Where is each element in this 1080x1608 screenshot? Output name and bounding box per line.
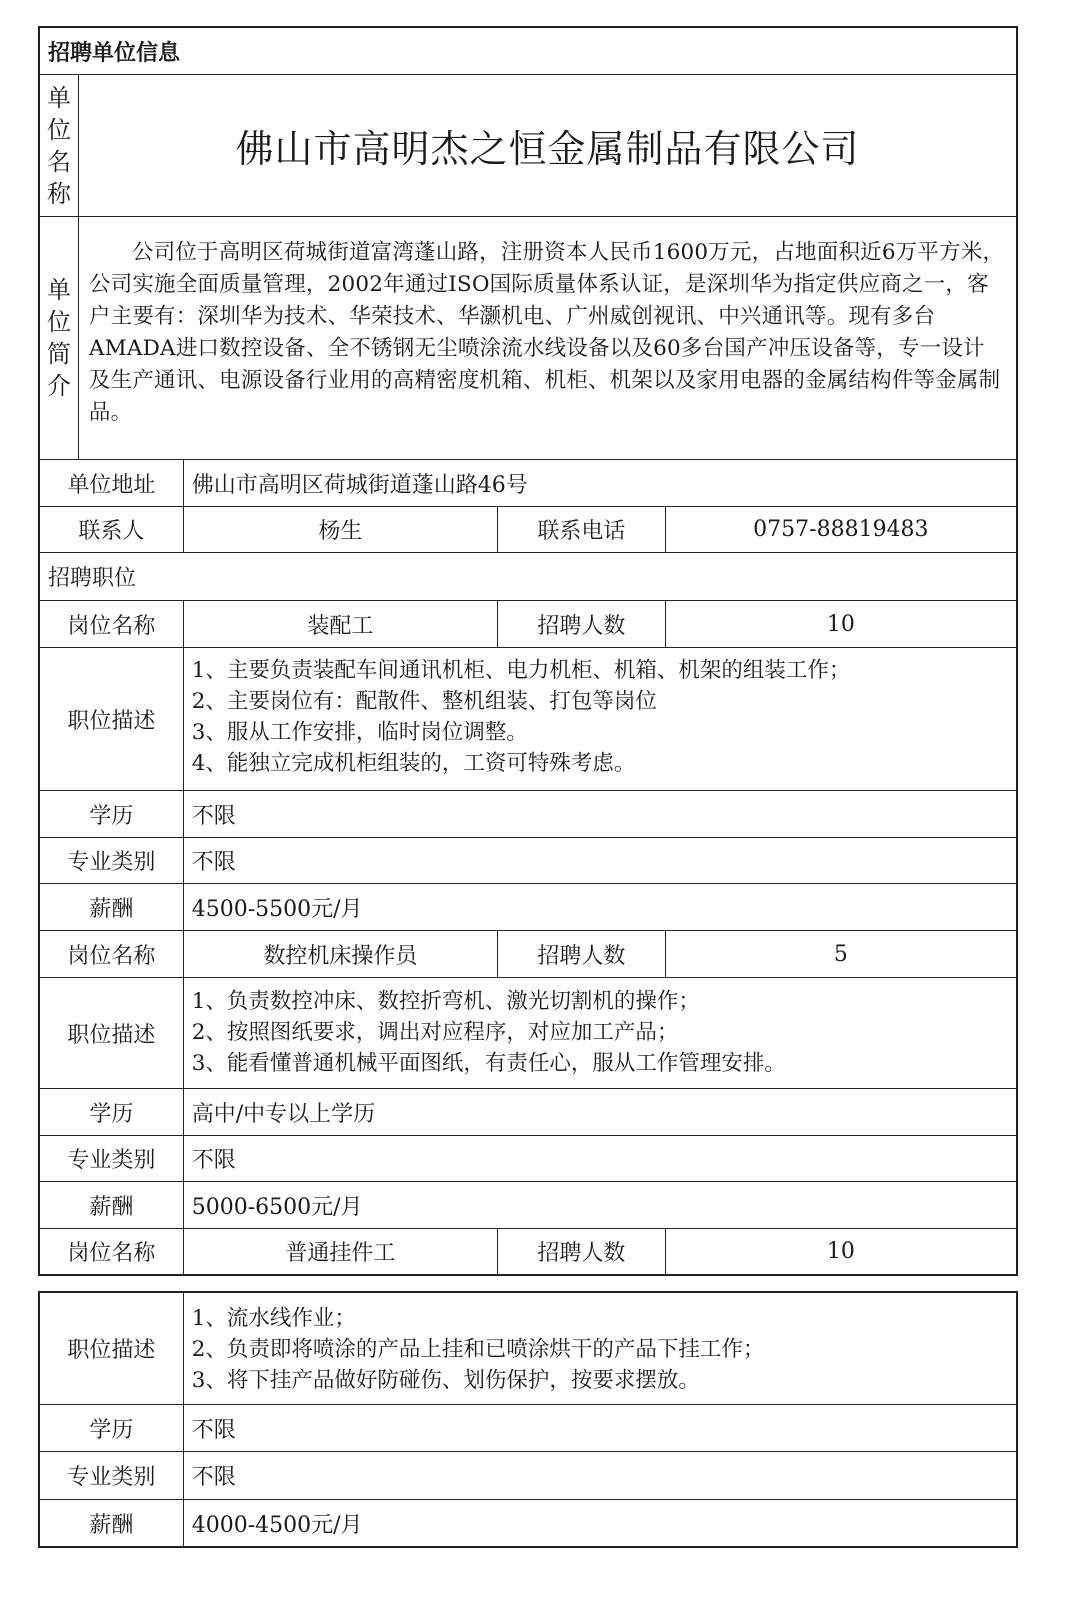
description-label: 职位描述	[67, 708, 156, 734]
salary-row	[40, 1499, 1016, 1546]
position-name-label: 岗位名称	[67, 1241, 156, 1266]
education-label: 学历	[89, 803, 134, 829]
address-label: 单位地址	[67, 472, 156, 498]
description-line: 2、按照图纸要求，调出对应程序，对应加工产品；	[191, 1020, 679, 1045]
education-row	[40, 1088, 1016, 1135]
position-name-value: 数控机床操作员	[183, 931, 497, 977]
label-char: 位	[46, 308, 71, 336]
headcount-value: 5	[665, 931, 1016, 977]
headcount-label: 招聘人数	[497, 601, 665, 647]
description-list	[183, 1293, 1016, 1404]
education-label: 学历	[89, 1417, 134, 1443]
section-title: 招聘单位信息	[48, 39, 181, 66]
salary-value: 4000-4500元/月	[183, 1500, 1016, 1546]
contact-row	[40, 506, 1016, 552]
company-name-label	[40, 75, 78, 216]
major-value: 不限	[183, 838, 1016, 883]
company-intro	[78, 217, 1016, 459]
address-value: 佛山市高明区荷城街道蓬山路46号	[183, 460, 1016, 506]
salary-row	[40, 883, 1016, 930]
salary-value: 4500-5500元/月	[183, 884, 1016, 930]
address-row	[40, 459, 1016, 506]
position-name-row	[40, 1228, 1016, 1274]
position-name-row	[40, 930, 1016, 977]
education-value: 不限	[183, 791, 1016, 837]
label-char: 称	[46, 179, 71, 208]
label-char: 名	[46, 147, 71, 176]
major-row	[40, 1451, 1016, 1499]
description-line: 1、流水线作业；	[191, 1306, 356, 1331]
recruitment-table-main	[38, 26, 1018, 1276]
label-char: 介	[46, 372, 71, 400]
recruitment-table-continued	[38, 1291, 1018, 1548]
education-value: 高中/中专以上学历	[183, 1089, 1016, 1135]
description-line: 1、主要负责装配车间通讯机柜、电力机柜、机箱、机架的组装工作；	[191, 658, 851, 683]
headcount-label: 招聘人数	[497, 931, 665, 977]
label-char: 单	[46, 83, 71, 112]
education-row	[40, 790, 1016, 837]
education-label: 学历	[89, 1101, 134, 1127]
description-label: 职位描述	[67, 1338, 156, 1363]
description-list	[183, 978, 1016, 1088]
section-header-row	[40, 28, 1016, 74]
company-name: 佛山市高明杰之恒金属制品有限公司	[78, 75, 1016, 216]
description-line: 2、主要岗位有：配散件、整机组装、打包等岗位	[191, 689, 657, 714]
label-char: 简	[46, 340, 71, 368]
positions-title: 招聘职位	[48, 566, 137, 591]
position-description-row	[40, 977, 1016, 1088]
position-name-label: 岗位名称	[67, 943, 156, 969]
company-intro-text: 公司位于高明区荷城街道富湾蓬山路，注册资本人民币1600万元，占地面积近6万平方米，公司实施全面质量管理，2002年通过ISO国际质量体系认证，是深圳华为指定供应商之一，客户主要有：深圳华为技术、华荣技术、华灏机电、广州威创视讯、中兴通讯等。现有多台AMADA进口数控设备、全不锈钢无尘喷涂流水线设备以及60多台国产冲压设备等，专一设计及生产通讯、电源设备行业用的高精密度机箱、机柜、机架以及家用电器的金属结构件等金属制品。	[88, 240, 1005, 425]
company-name-row	[40, 74, 1016, 216]
major-label: 专业类别	[67, 850, 156, 875]
description-line: 2、负责即将喷涂的产品上挂和已喷涂烘干的产品下挂工作；	[191, 1337, 765, 1362]
headcount-label: 招聘人数	[497, 1229, 665, 1274]
salary-label: 薪酬	[89, 1194, 134, 1220]
phone-value: 0757-88819483	[665, 507, 1016, 552]
major-value: 不限	[183, 1136, 1016, 1181]
major-row	[40, 1135, 1016, 1181]
description-line: 3、能看懂普通机械平面图纸，有责任心，服从工作管理安排。	[191, 1051, 786, 1076]
education-row	[40, 1404, 1016, 1451]
description-line: 3、服从工作安排，临时岗位调整。	[191, 720, 528, 745]
company-intro-row	[40, 216, 1016, 459]
major-row	[40, 837, 1016, 883]
position-description-row	[40, 647, 1016, 790]
major-label: 专业类别	[67, 1148, 156, 1173]
company-intro-label	[40, 217, 78, 459]
description-line: 1、负责数控冲床、数控折弯机、激光切割机的操作；	[191, 989, 700, 1014]
contact-label: 联系人	[78, 519, 145, 544]
major-label: 专业类别	[67, 1465, 156, 1490]
description-line: 4、能独立完成机柜组装的，工资可特殊考虑。	[191, 751, 636, 776]
education-value: 不限	[183, 1405, 1016, 1451]
position-name-row	[40, 600, 1016, 647]
position-name-value: 普通挂件工	[183, 1229, 497, 1274]
description-list	[183, 648, 1016, 790]
contact-value: 杨生	[183, 507, 497, 552]
salary-row	[40, 1181, 1016, 1228]
position-name-value: 装配工	[183, 601, 497, 647]
label-char: 位	[46, 115, 71, 144]
salary-label: 薪酬	[89, 1512, 134, 1538]
description-line: 3、将下挂产品做好防碰伤、划伤保护，按要求摆放。	[191, 1368, 700, 1393]
phone-label: 联系电话	[497, 507, 665, 552]
salary-value: 5000-6500元/月	[183, 1182, 1016, 1228]
description-label: 职位描述	[67, 1022, 156, 1048]
salary-label: 薪酬	[89, 896, 134, 922]
headcount-value: 10	[665, 1229, 1016, 1274]
headcount-value: 10	[665, 601, 1016, 647]
label-char: 单	[46, 276, 71, 304]
position-description-row	[40, 1293, 1016, 1404]
major-value: 不限	[183, 1452, 1016, 1499]
position-name-label: 岗位名称	[67, 613, 156, 639]
positions-section-row	[40, 552, 1016, 600]
